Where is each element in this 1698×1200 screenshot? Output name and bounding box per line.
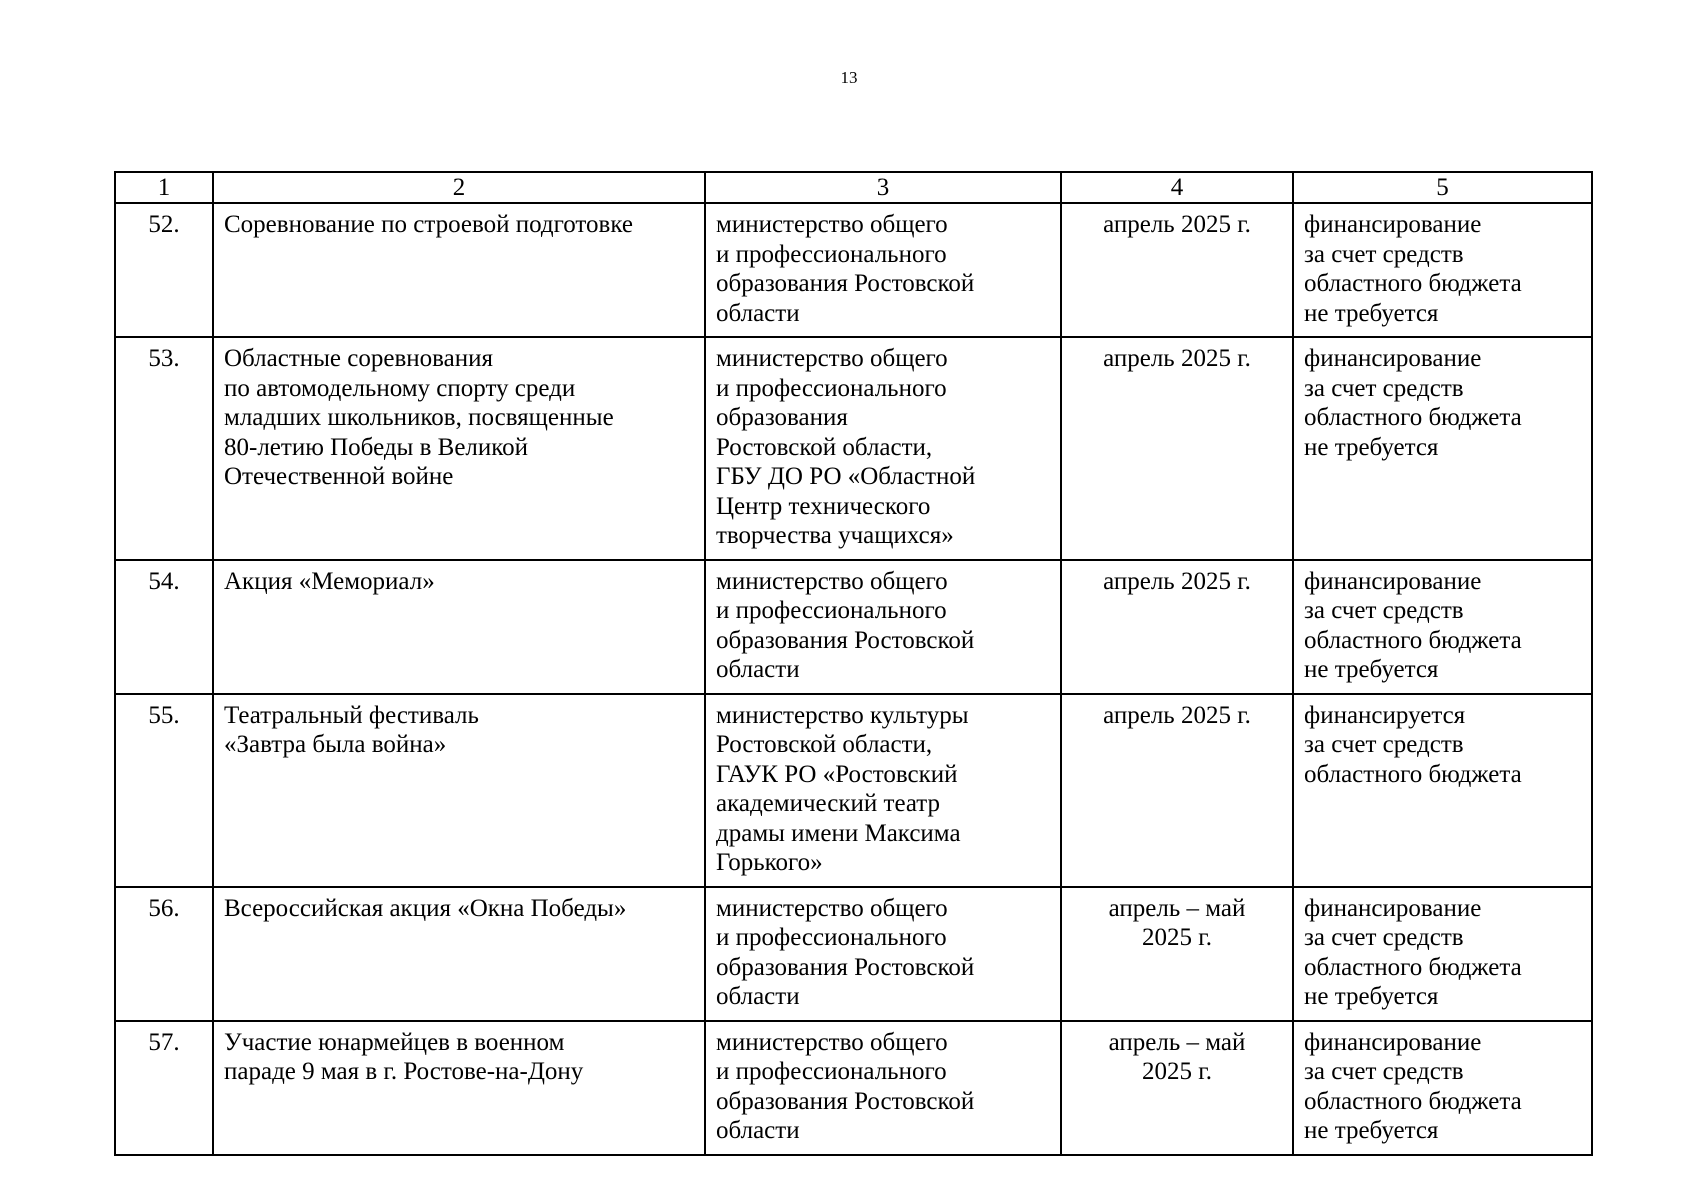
page-number: 13: [840, 68, 858, 87]
row-number: 54.: [115, 560, 213, 694]
table-row: [115, 887, 1592, 1021]
column-number-3: 3: [705, 172, 1061, 203]
column-number-5: 5: [1293, 172, 1592, 203]
event-date: апрель 2025 г.: [1061, 694, 1293, 887]
responsible-party: министерство культуры Ростовской области, ГАУК РО «Ростовский академический театр драмы имени Максима Горького»: [705, 694, 1061, 887]
event-name: Соревнование по строевой подготовке: [213, 203, 705, 337]
event-name: Участие юнармейцев в военном параде 9 мая в г. Ростове-на-Дону: [213, 1021, 705, 1155]
column-number-4: 4: [1061, 172, 1293, 203]
table-row: [115, 337, 1592, 560]
row-number: 52.: [115, 203, 213, 337]
responsible-party: министерство общего и профессионального образования Ростовской области, ГБУ ДО РО «Областной Центр технического творчества учащихся»: [705, 337, 1061, 560]
event-date: апрель 2025 г.: [1061, 337, 1293, 560]
table-row: [115, 694, 1592, 887]
event-name: Акция «Мемориал»: [213, 560, 705, 694]
column-number-2: 2: [213, 172, 705, 203]
event-date: апрель 2025 г.: [1061, 203, 1293, 337]
table-row: [115, 1021, 1592, 1155]
event-name: Областные соревнования по автомодельному спорту среди младших школьников, посвященные 80-летию Победы в Великой Отечественной войне: [213, 337, 705, 560]
row-number: 57.: [115, 1021, 213, 1155]
funding-source: финансирование за счет средств областного бюджета не требуется: [1293, 887, 1592, 1021]
funding-source: финансирование за счет средств областного бюджета не требуется: [1293, 203, 1592, 337]
column-number-row: [115, 172, 1592, 203]
event-name: Всероссийская акция «Окна Победы»: [213, 887, 705, 1021]
table-row: [115, 560, 1592, 694]
event-date: апрель – май 2025 г.: [1061, 887, 1293, 1021]
row-number: 56.: [115, 887, 213, 1021]
event-date: апрель – май 2025 г.: [1061, 1021, 1293, 1155]
responsible-party: министерство общего и профессионального образования Ростовской области: [705, 203, 1061, 337]
responsible-party: министерство общего и профессионального образования Ростовской области: [705, 1021, 1061, 1155]
responsible-party: министерство общего и профессионального образования Ростовской области: [705, 887, 1061, 1021]
row-number: 55.: [115, 694, 213, 887]
responsible-party: министерство общего и профессионального образования Ростовской области: [705, 560, 1061, 694]
event-name: Театральный фестиваль «Завтра была война»: [213, 694, 705, 887]
event-date: апрель 2025 г.: [1061, 560, 1293, 694]
events-table: [114, 171, 1593, 1156]
funding-source: финансирование за счет средств областного бюджета не требуется: [1293, 560, 1592, 694]
table-row: [115, 203, 1592, 337]
funding-source: финансирование за счет средств областного бюджета не требуется: [1293, 337, 1592, 560]
column-number-1: 1: [115, 172, 213, 203]
funding-source: финансирование за счет средств областного бюджета не требуется: [1293, 1021, 1592, 1155]
funding-source: финансируется за счет средств областного бюджета: [1293, 694, 1592, 887]
row-number: 53.: [115, 337, 213, 560]
